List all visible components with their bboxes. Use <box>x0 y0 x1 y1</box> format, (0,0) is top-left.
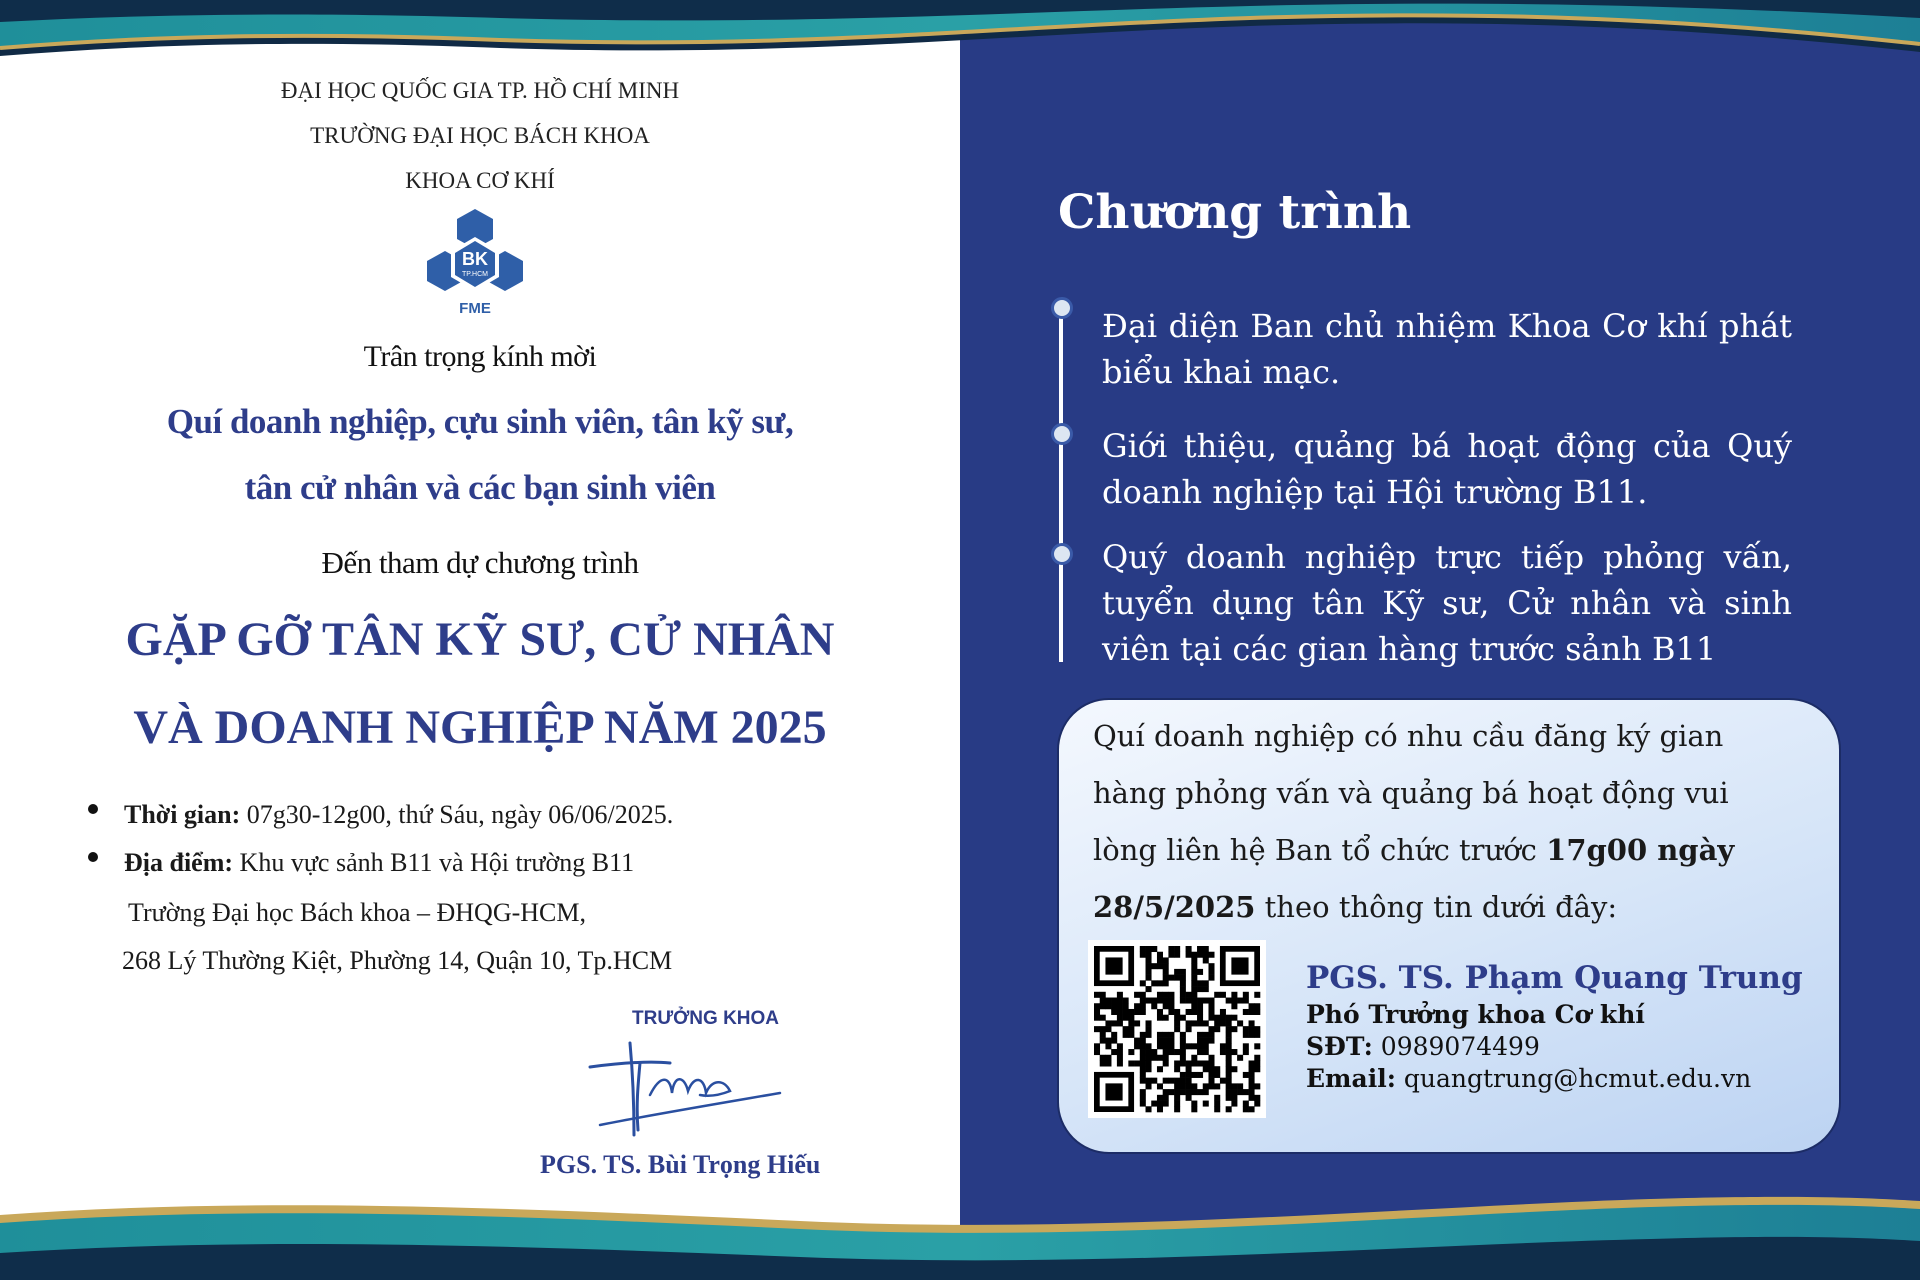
contact-text-before: Quí doanh nghiệp có nhu cầu đăng ký gian hàng phỏng vấn và quảng bá hoạt động vui lòng liên hệ Ban tổ chức trước <box>1093 719 1729 867</box>
contact-instructions <box>1093 708 1793 936</box>
place-line-2: Trường Đại học Bách khoa – ĐHQG-HCM, <box>128 898 587 927</box>
program-item-1: Đại diện Ban chủ nhiệm Khoa Cơ khí phát biểu khai mạc. <box>1102 307 1792 391</box>
time-label: Thời gian: <box>124 800 241 829</box>
event-title-line-1: GẶP GỠ TÂN KỸ SƯ, CỬ NHÂN <box>125 613 835 666</box>
guests-line-2: tân cử nhân và các bạn sinh viên <box>244 468 716 507</box>
contact-text-after: theo thông tin dưới đây: <box>1255 890 1618 924</box>
time-value: 07g30-12g00, thứ Sáu, ngày 06/06/2025. <box>240 800 674 829</box>
contact-phone <box>1306 1032 1540 1061</box>
signer-name: PGS. TS. Bùi Trọng Hiếu <box>540 1150 821 1179</box>
qr-code-icon[interactable] <box>1088 940 1266 1118</box>
contact-email <box>1306 1064 1751 1093</box>
faculty-name: KHOA CƠ KHÍ <box>405 168 555 193</box>
bk-fme-logo <box>425 207 525 319</box>
contact-name: PGS. TS. Phạm Quang Trung <box>1306 960 1803 996</box>
logo-bk-text: BK <box>462 249 488 269</box>
program-item-2: Giới thiệu, quảng bá hoạt động của Quý doanh nghiệp tại Hội trường B11. <box>1102 427 1792 511</box>
contact-role: Phó Trưởng khoa Cơ khí <box>1306 1000 1645 1029</box>
bullet-icon <box>88 804 98 814</box>
program-title: Chương trình <box>1058 185 1412 240</box>
program-timeline <box>1058 300 1064 662</box>
time-info <box>124 800 673 830</box>
program-item-3: Quý doanh nghiệp trực tiếp phỏng vấn, tuyển dụng tân Kỹ sư, Cử nhân và sinh viên tại các gian hàng trước sảnh B11 <box>1102 538 1792 668</box>
handwritten-signature <box>580 1035 800 1165</box>
place-info <box>124 848 634 878</box>
contact-deadline: 17g00 ngày 28/5/2025 <box>1093 833 1735 924</box>
email-value[interactable]: quangtrung@hcmut.edu.vn <box>1395 1064 1752 1093</box>
email-label: Email: <box>1306 1064 1396 1093</box>
bullet-icon <box>88 852 98 862</box>
phone-label: SĐT: <box>1306 1032 1373 1061</box>
timeline-dot-icon <box>1051 543 1073 565</box>
attend-text: Đến tham dự chương trình <box>321 545 639 580</box>
place-line-3: 268 Lý Thường Kiệt, Phường 14, Quận 10, Tp.HCM <box>122 946 673 975</box>
guests-line-1: Quí doanh nghiệp, cựu sinh viên, tân kỹ sư, <box>166 402 794 441</box>
university-name: ĐẠI HỌC QUỐC GIA TP. HỒ CHÍ MINH <box>280 78 680 103</box>
phone-value[interactable]: 0989074499 <box>1372 1032 1540 1061</box>
timeline-dot-icon <box>1051 297 1073 319</box>
invitation-lead: Trân trọng kính mời <box>363 340 597 373</box>
logo-fme-text: FME <box>459 300 491 317</box>
signature-title: TRƯỞNG KHOA <box>632 1008 780 1029</box>
school-name: TRƯỜNG ĐẠI HỌC BÁCH KHOA <box>310 123 650 148</box>
place-value: Khu vực sảnh B11 và Hội trường B11 <box>233 848 635 877</box>
logo-sub-text: TP.HCM <box>462 271 488 278</box>
place-label: Địa điểm: <box>124 848 234 877</box>
timeline-dot-icon <box>1051 423 1073 445</box>
event-title-line-2: VÀ DOANH NGHIỆP NĂM 2025 <box>133 701 827 754</box>
